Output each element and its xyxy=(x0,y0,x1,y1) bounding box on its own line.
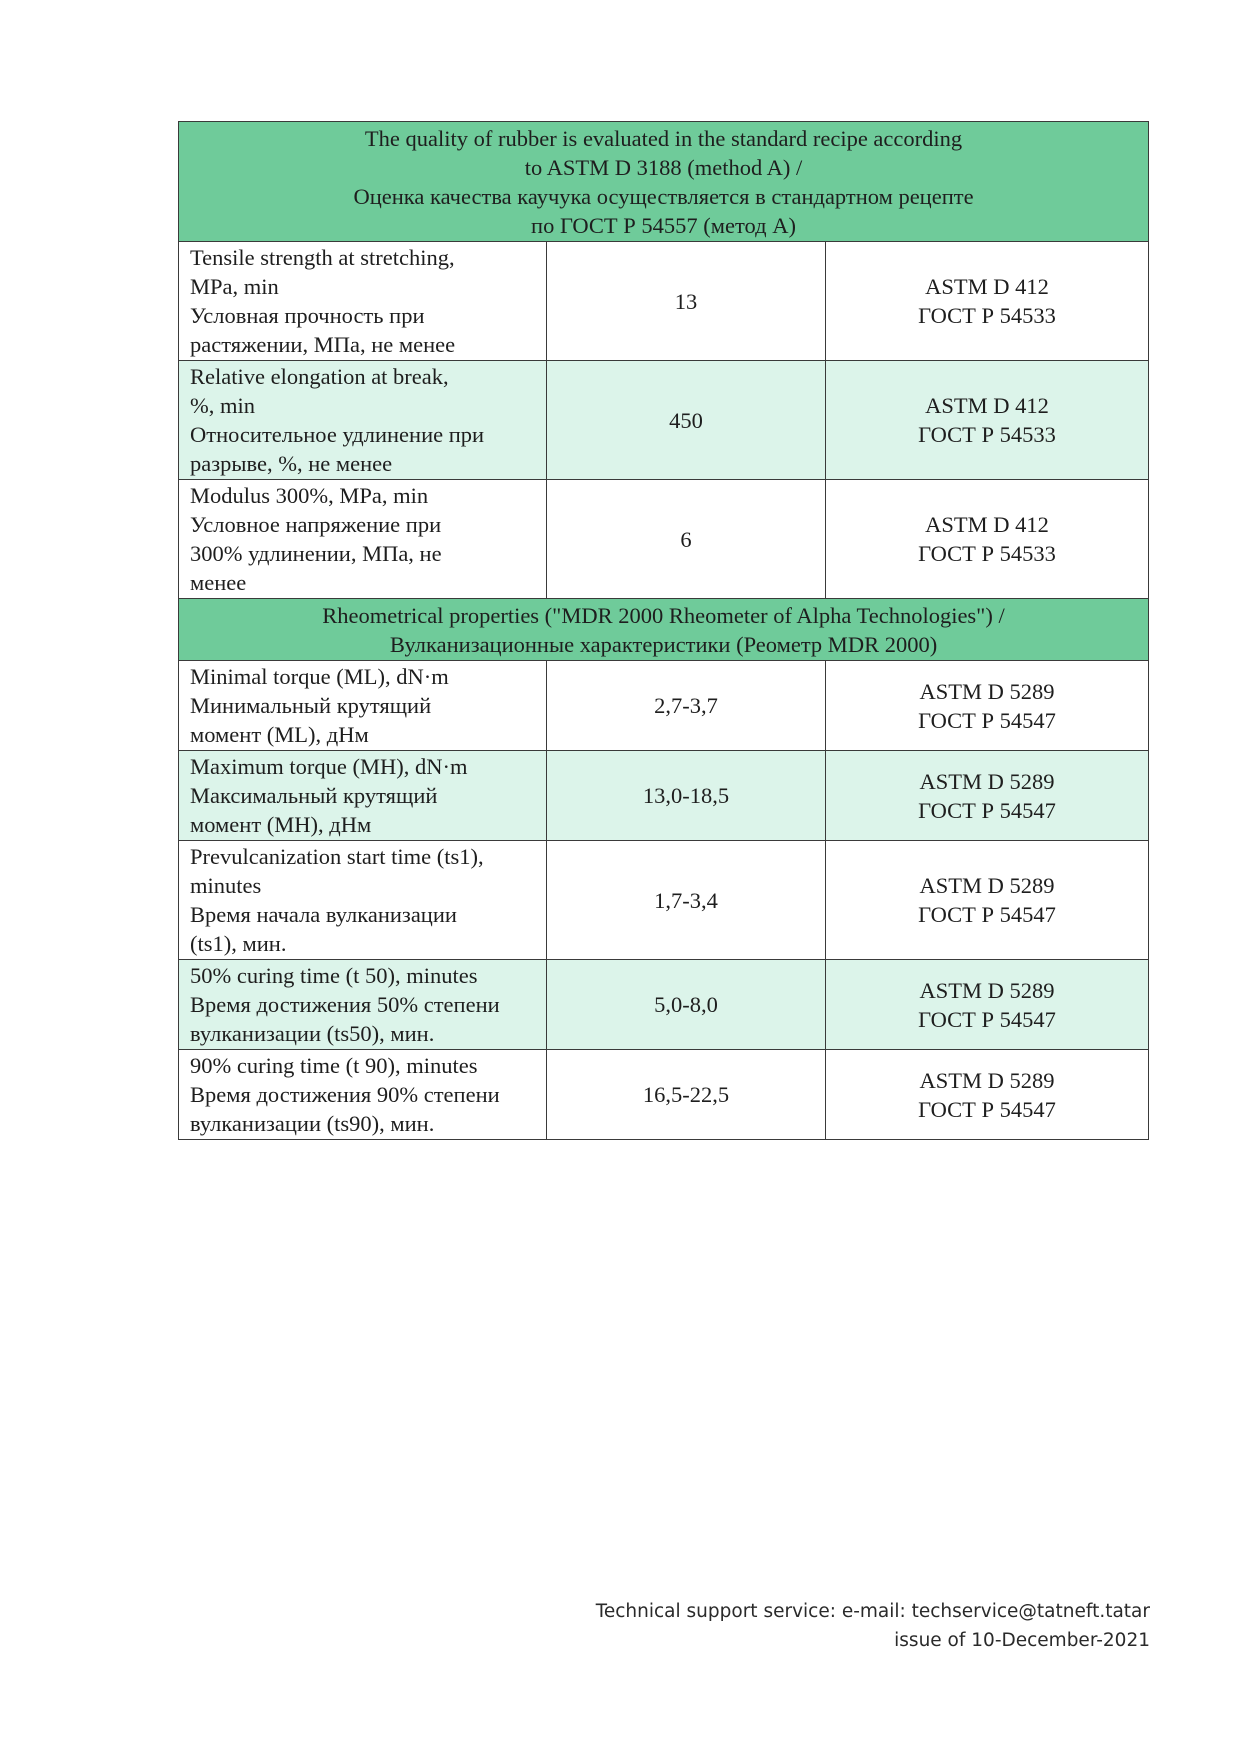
section-header-line: по ГОСТ Р 54557 (метод А) xyxy=(531,213,796,238)
method-line: ГОСТ Р 54547 xyxy=(918,797,1056,823)
value-cell: 16,5-22,5 xyxy=(547,1050,826,1140)
table-row-minimal-torque xyxy=(179,661,1149,751)
property-line: MPa, min xyxy=(190,274,279,299)
section-header-line: to ASTM D 3188 (method A) / xyxy=(524,155,803,180)
value-cell: 13 xyxy=(547,242,826,361)
table-row-maximum-torque xyxy=(179,751,1149,841)
value-cell: 1,7-3,4 xyxy=(547,841,826,960)
property-line: Время достижения 90% степени xyxy=(190,1082,500,1107)
method-line: ASTM D 5289 xyxy=(919,977,1055,1003)
specification-table xyxy=(178,121,1149,1140)
property-line: 300% удлинении, МПа, не xyxy=(190,541,442,566)
property-line: minutes xyxy=(190,873,262,898)
property-cell xyxy=(179,361,547,480)
footer-issue-date: issue of 10-December-2021 xyxy=(894,1630,1150,1651)
method-line: ASTM D 5289 xyxy=(919,873,1055,898)
property-cell xyxy=(179,480,547,599)
property-line: Tensile strength at stretching, xyxy=(190,245,455,270)
property-cell xyxy=(179,661,547,751)
property-line: Relative elongation at break, xyxy=(190,364,449,389)
property-line: разрыве, %, не менее xyxy=(190,451,393,476)
method-line: ГОСТ Р 54547 xyxy=(918,707,1056,733)
footer-contact: Technical support service: e-mail: techservice@tatneft.tatar xyxy=(595,1601,1150,1622)
value-cell: 450 xyxy=(547,361,826,480)
property-line: Время достижения 50% степени xyxy=(190,992,500,1017)
table-row-relative-elongation xyxy=(179,361,1149,480)
value-cell: 5,0-8,0 xyxy=(547,960,826,1050)
property-line: Условная прочность при xyxy=(190,303,425,328)
property-line: вулканизации (ts50), мин. xyxy=(190,1021,435,1046)
value-cell: 6 xyxy=(547,480,826,599)
method-line: ASTM D 412 xyxy=(925,512,1049,537)
property-line: 50% curing time (t 50), minutes xyxy=(190,963,478,988)
page-footer xyxy=(596,1597,1150,1655)
property-cell xyxy=(179,960,547,1050)
property-line: момент (ML), дНм xyxy=(190,722,369,747)
section-header-rubber-quality xyxy=(179,122,1149,242)
section-header-cell xyxy=(179,599,1149,661)
method-line: ГОСТ Р 54533 xyxy=(918,422,1056,447)
method-line: ASTM D 412 xyxy=(925,393,1049,418)
section-header-cell xyxy=(179,122,1149,242)
property-line: Минимальный крутящий xyxy=(190,693,432,718)
property-line: Время начала вулканизации xyxy=(190,902,457,927)
property-line: менее xyxy=(190,570,247,595)
property-line: момент (MH), дНм xyxy=(190,812,372,837)
method-line: ГОСТ Р 54547 xyxy=(918,1096,1056,1122)
property-line: Minimal torque (ML), dN·m xyxy=(190,664,449,689)
property-cell xyxy=(179,242,547,361)
method-cell xyxy=(826,242,1149,361)
table-row-tensile-strength xyxy=(179,242,1149,361)
property-line: Относительное удлинение при xyxy=(190,422,485,447)
property-line: 90% curing time (t 90), minutes xyxy=(190,1053,478,1078)
property-line: %, min xyxy=(190,393,255,418)
property-line: (ts1), мин. xyxy=(190,931,287,956)
property-line: Максимальный крутящий xyxy=(190,783,438,808)
property-line: растяжении, МПа, не менее xyxy=(190,332,456,357)
property-cell xyxy=(179,751,547,841)
section-header-line: Вулканизационные характеристики (Реометр MDR 2000) xyxy=(389,632,938,657)
property-line: Условное напряжение при xyxy=(190,512,442,537)
property-line: Maximum torque (MH), dN·m xyxy=(190,754,468,779)
method-cell xyxy=(826,1050,1149,1140)
property-line: вулканизации (ts90), мин. xyxy=(190,1111,435,1136)
method-cell xyxy=(826,661,1149,751)
section-header-line: The quality of rubber is evaluated in the standard recipe according xyxy=(364,126,963,151)
method-cell xyxy=(826,841,1149,960)
method-cell xyxy=(826,480,1149,599)
section-header-line: Rheometrical properties ("MDR 2000 Rheometer of Alpha Technologies") / xyxy=(322,603,1005,628)
table-row-curing-time-50 xyxy=(179,960,1149,1050)
method-line: ASTM D 5289 xyxy=(919,678,1055,704)
method-line: ГОСТ Р 54547 xyxy=(918,902,1056,927)
property-line: Modulus 300%, MPa, min xyxy=(190,483,429,508)
property-cell xyxy=(179,841,547,960)
property-line: Prevulcanization start time (ts1), xyxy=(190,844,484,869)
method-line: ГОСТ Р 54533 xyxy=(918,541,1056,566)
value-cell: 13,0-18,5 xyxy=(547,751,826,841)
property-cell xyxy=(179,1050,547,1140)
method-line: ASTM D 5289 xyxy=(919,768,1055,794)
table-row-prevulcanization-time xyxy=(179,841,1149,960)
section-header-line: Оценка качества каучука осуществляется в стандартном рецепте xyxy=(353,184,974,209)
section-header-rheometrical xyxy=(179,599,1149,661)
table-row-modulus-300 xyxy=(179,480,1149,599)
method-line: ГОСТ Р 54533 xyxy=(918,303,1056,328)
method-cell xyxy=(826,751,1149,841)
method-line: ГОСТ Р 54547 xyxy=(918,1006,1056,1032)
value-cell: 2,7-3,7 xyxy=(547,661,826,751)
method-cell xyxy=(826,361,1149,480)
table-row-curing-time-90 xyxy=(179,1050,1149,1140)
method-cell xyxy=(826,960,1149,1050)
method-line: ASTM D 5289 xyxy=(919,1067,1055,1093)
method-line: ASTM D 412 xyxy=(925,274,1049,299)
